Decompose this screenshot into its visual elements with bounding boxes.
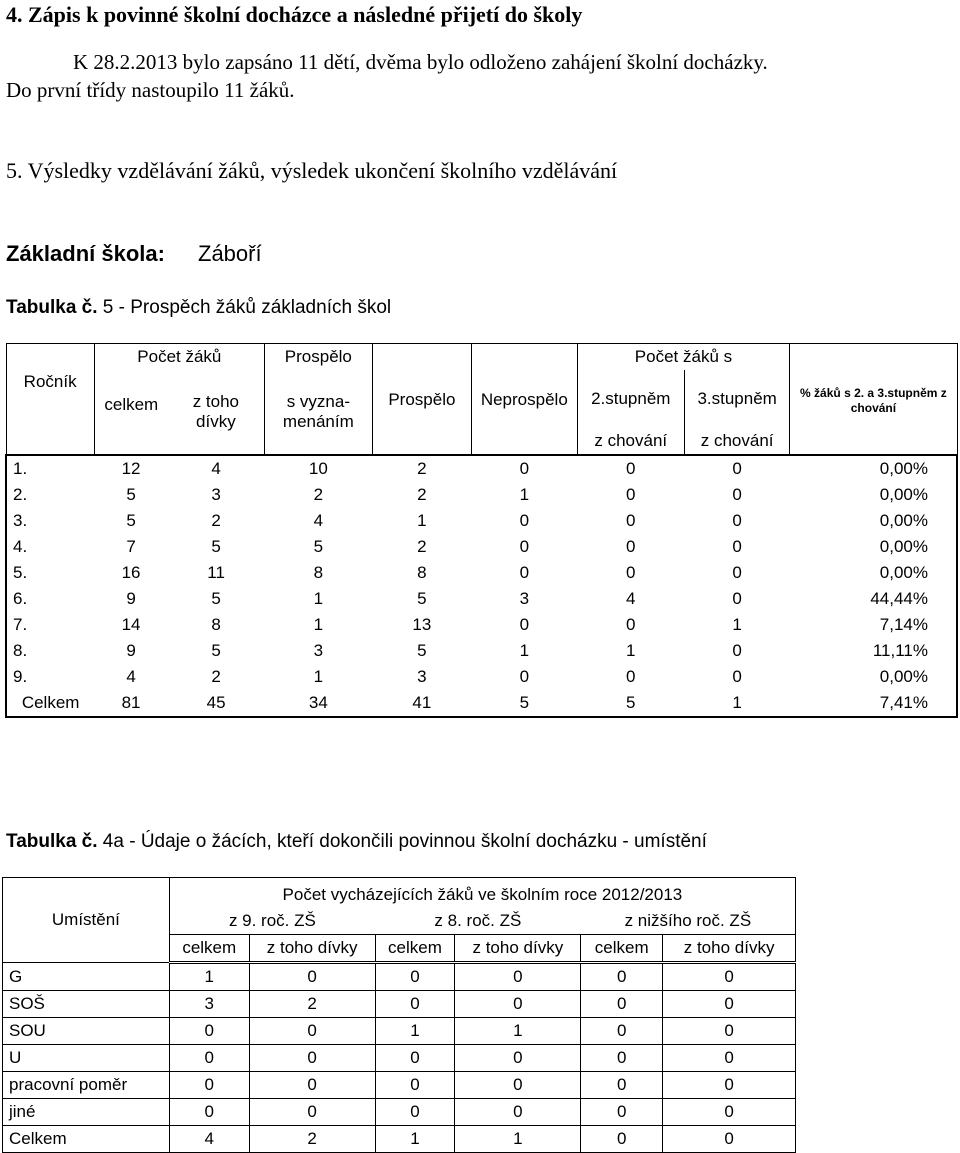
table-row [6, 664, 957, 690]
cell-value: 0 [581, 1126, 663, 1153]
table5-caption-rest: 5 - Prospěch žáků základních škol [97, 297, 392, 318]
table-row [3, 991, 796, 1018]
row-label: jiné [3, 1099, 170, 1126]
cell-divky: 8 [211, 615, 221, 634]
cell-st3: 1 [732, 615, 742, 634]
cell-value: 0 [581, 991, 663, 1018]
cell-value: 1 [455, 1018, 581, 1045]
cell-st3: 0 [732, 537, 742, 556]
cell-celkem: 12 [121, 459, 141, 478]
th-neprospelo: Neprospělo [472, 344, 578, 456]
cell-neprospelo: 5 [519, 693, 530, 712]
th-pocet-zaku: Počet žáků [94, 344, 264, 371]
cell-st2: 0 [626, 537, 636, 556]
table-row [6, 612, 957, 638]
table-row [6, 560, 957, 586]
row-label: G [3, 963, 170, 991]
table-row [6, 482, 957, 508]
cell-value: 2 [249, 991, 375, 1018]
th-sub-divky: z toho dívky [249, 935, 375, 963]
cell-vyznamenani: 3 [313, 641, 324, 660]
cell-neprospelo: 0 [519, 511, 530, 530]
cell-value: 1 [169, 963, 249, 991]
cell-value: 0 [581, 1045, 663, 1072]
cell-pct: 11,11% [872, 641, 928, 660]
cell-vyznamenani: 2 [313, 485, 324, 504]
cell-prospelo: 13 [412, 615, 432, 634]
th-celkem: celkem [94, 370, 168, 455]
th-group-lower: z nižšího roč. ZŠ [581, 908, 796, 935]
cell-rocnik: 4. [13, 537, 28, 556]
section4-heading: 4. Zápis k povinné školní docházce a následné přijetí do školy [6, 2, 583, 27]
cell-value: 1 [375, 1126, 455, 1153]
cell-value: 3 [169, 991, 249, 1018]
cell-celkem: 9 [126, 641, 136, 660]
cell-st2: 0 [626, 563, 636, 582]
cell-rocnik: 2. [13, 485, 28, 504]
cell-st2: 0 [626, 667, 636, 686]
cell-value: 0 [169, 1018, 249, 1045]
cell-value: 0 [663, 991, 796, 1018]
cell-prospelo: 8 [417, 563, 427, 582]
cell-neprospelo: 0 [519, 459, 530, 478]
table-row [6, 534, 957, 560]
cell-value: 0 [663, 963, 796, 991]
cell-pct: 0,00% [879, 459, 928, 478]
cell-value: 0 [455, 963, 581, 991]
cell-value: 0 [249, 1018, 375, 1045]
cell-rocnik: 9. [13, 667, 28, 686]
cell-value: 0 [169, 1045, 249, 1072]
cell-value: 0 [169, 1099, 249, 1126]
table-row [3, 963, 796, 991]
cell-value: 0 [581, 1072, 663, 1099]
cell-st2: 4 [626, 589, 636, 608]
th-prospelo-top: Prospělo [264, 344, 372, 371]
th-umisteni: Umístění [3, 878, 170, 963]
cell-pct: 0,00% [879, 667, 928, 686]
cell-pct: 0,00% [879, 537, 928, 556]
cell-divky: 5 [211, 589, 221, 608]
cell-pct: 7,14% [879, 615, 928, 634]
table-row [3, 1072, 796, 1099]
cell-rocnik: 5. [13, 563, 28, 582]
cell-celkem: 7 [126, 537, 136, 556]
cell-value: 0 [455, 1072, 581, 1099]
cell-celkem: 5 [126, 511, 136, 530]
cell-prospelo: 3 [417, 667, 427, 686]
cell-value: 0 [581, 963, 663, 991]
cell-value: 0 [663, 1045, 796, 1072]
th-rocnik: Ročník [6, 344, 94, 456]
cell-st2: 0 [626, 459, 636, 478]
cell-value: 0 [663, 1018, 796, 1045]
cell-value: 0 [455, 1045, 581, 1072]
cell-value: 0 [375, 1099, 455, 1126]
cell-neprospelo: 0 [519, 537, 530, 556]
cell-prospelo: 2 [417, 537, 427, 556]
cell-st3: 0 [732, 511, 742, 530]
table4a-body [3, 963, 796, 1153]
cell-neprospelo: 1 [519, 485, 530, 504]
cell-value: 0 [375, 963, 455, 991]
cell-prospelo: 5 [417, 641, 427, 660]
th-z-chovani-3: z chování [684, 428, 789, 455]
row-label: SOŠ [3, 991, 170, 1018]
cell-value: 0 [581, 1018, 663, 1045]
cell-st3: 0 [732, 641, 742, 660]
th-top-header: Počet vycházejících žáků ve školním roce 2012/2013 [169, 878, 795, 909]
table-row [3, 1045, 796, 1072]
cell-celkem: 81 [121, 693, 141, 712]
cell-value: 4 [169, 1126, 249, 1153]
row-label: Celkem [3, 1126, 170, 1153]
cell-pct: 44,44% [870, 589, 928, 608]
cell-neprospelo: 3 [519, 589, 530, 608]
cell-value: 0 [169, 1072, 249, 1099]
table4a-caption-rest: 4a - Údaje o žácích, kteří dokončili povinnou školní docházku - umístění [97, 831, 707, 852]
cell-st3: 0 [732, 589, 742, 608]
cell-value: 0 [663, 1072, 796, 1099]
cell-pct: 0,00% [879, 563, 928, 582]
th-stupen2: 2.stupněm [577, 370, 684, 428]
table4a [2, 877, 796, 1153]
cell-value: 0 [375, 991, 455, 1018]
table5-caption-bold: Tabulka č. [6, 297, 98, 318]
th-sub-divky: z toho dívky [455, 935, 581, 963]
table-row [3, 1126, 796, 1153]
row-label: U [3, 1045, 170, 1072]
table-row [6, 690, 957, 717]
cell-value: 0 [455, 1099, 581, 1126]
cell-value: 0 [455, 991, 581, 1018]
row-label: pracovní poměr [3, 1072, 170, 1099]
cell-vyznamenani: 1 [313, 667, 324, 686]
cell-divky: 11 [207, 563, 225, 582]
cell-vyznamenani: 4 [313, 511, 324, 530]
cell-pct: 0,00% [879, 511, 928, 530]
cell-vyznamenani: 5 [313, 537, 324, 556]
th-sub-celkem: celkem [169, 935, 249, 963]
th-stupen3: 3.stupněm [684, 370, 789, 428]
cell-divky: 4 [211, 459, 221, 478]
cell-celkem: 14 [121, 615, 141, 634]
cell-vyznamenani: 34 [308, 693, 328, 712]
cell-divky: 3 [211, 485, 221, 504]
table-row [6, 455, 957, 482]
school-name: Záboří [198, 241, 262, 266]
cell-prospelo: 1 [417, 511, 427, 530]
cell-value: 0 [375, 1045, 455, 1072]
cell-st3: 0 [732, 459, 742, 478]
th-sub-celkem: celkem [581, 935, 663, 963]
cell-vyznamenani: 1 [313, 589, 324, 608]
cell-prospelo: 2 [417, 485, 427, 504]
cell-value: 0 [663, 1099, 796, 1126]
cell-rocnik: 3. [13, 511, 28, 530]
cell-prospelo: 2 [417, 459, 427, 478]
cell-value: 0 [249, 1099, 375, 1126]
table4a-caption [6, 831, 707, 853]
cell-pct: 0,00% [879, 485, 928, 504]
cell-st2: 0 [626, 511, 636, 530]
cell-neprospelo: 0 [519, 615, 530, 634]
cell-rocnik: Celkem [21, 693, 80, 712]
cell-divky: 5 [211, 641, 221, 660]
cell-divky: 5 [211, 537, 221, 556]
th-z-toho-divky: z toho dívky [168, 370, 265, 455]
cell-vyznamenani: 1 [313, 615, 324, 634]
section5-heading: 5. Výsledky vzdělávání žáků, výsledek ukončení školního vzdělávání [6, 158, 618, 183]
th-s-vyznamenanim: s vyzna- menáním [264, 370, 372, 455]
cell-vyznamenani: 8 [313, 563, 324, 582]
cell-prospelo: 5 [417, 589, 427, 608]
th-pocet-zaku-s: Počet žáků s [577, 344, 790, 371]
cell-st3: 0 [732, 563, 742, 582]
cell-value: 1 [455, 1126, 581, 1153]
th-z-chovani-2: z chování [577, 428, 684, 455]
cell-pct: 7,41% [879, 693, 928, 712]
cell-celkem: 4 [126, 667, 136, 686]
cell-celkem: 9 [126, 589, 136, 608]
th-group-8: z 8. roč. ZŠ [434, 911, 522, 930]
cell-divky: 2 [211, 511, 221, 530]
cell-rocnik: 7. [13, 615, 28, 634]
cell-value: 1 [375, 1018, 455, 1045]
section4-line1: K 28.2.2013 bylo zapsáno 11 dětí, dvěma bylo odloženo zahájení školní docházky. [73, 50, 768, 74]
th-prospelo: Prospělo [372, 344, 471, 456]
cell-st2: 0 [626, 485, 636, 504]
cell-neprospelo: 0 [519, 563, 530, 582]
cell-value: 2 [249, 1126, 375, 1153]
cell-divky: 45 [206, 693, 226, 712]
th-sub-celkem: celkem [375, 935, 455, 963]
cell-value: 0 [249, 1072, 375, 1099]
section4-line2: Do první třídy nastoupilo 11 žáků. [6, 78, 295, 102]
cell-rocnik: 8. [13, 641, 28, 660]
table-row [3, 1099, 796, 1126]
table5-caption [6, 297, 391, 319]
cell-celkem: 5 [126, 485, 136, 504]
cell-st3: 0 [732, 667, 742, 686]
th-sub-divky: z toho dívky [663, 935, 796, 963]
cell-st2: 1 [626, 641, 636, 660]
cell-vyznamenani: 10 [308, 459, 328, 478]
cell-value: 0 [581, 1099, 663, 1126]
table-row [3, 1018, 796, 1045]
th-pct: % žáků s 2. a 3.stupněm z chování [790, 344, 957, 456]
cell-st3: 1 [732, 693, 742, 712]
table-row [6, 586, 957, 612]
cell-divky: 2 [211, 667, 221, 686]
th-group-9: z 9. roč. ZŠ [169, 908, 375, 935]
cell-value: 0 [249, 1045, 375, 1072]
cell-neprospelo: 0 [519, 667, 530, 686]
cell-celkem: 16 [121, 563, 141, 582]
school-label: Základní škola: [6, 241, 165, 266]
cell-value: 0 [375, 1072, 455, 1099]
table4a-caption-bold: Tabulka č. [6, 831, 98, 852]
cell-value: 0 [249, 963, 375, 991]
table-row [6, 508, 957, 534]
cell-st2: 0 [626, 615, 636, 634]
cell-value: 0 [663, 1126, 796, 1153]
cell-rocnik: 6. [13, 589, 28, 608]
table5-body [6, 455, 957, 717]
table5 [5, 343, 958, 718]
row-label: SOU [3, 1018, 170, 1045]
cell-rocnik: 1. [13, 459, 28, 478]
cell-st2: 5 [626, 693, 636, 712]
cell-prospelo: 41 [412, 693, 432, 712]
cell-neprospelo: 1 [519, 641, 530, 660]
table-row [6, 638, 957, 664]
cell-st3: 0 [732, 485, 742, 504]
